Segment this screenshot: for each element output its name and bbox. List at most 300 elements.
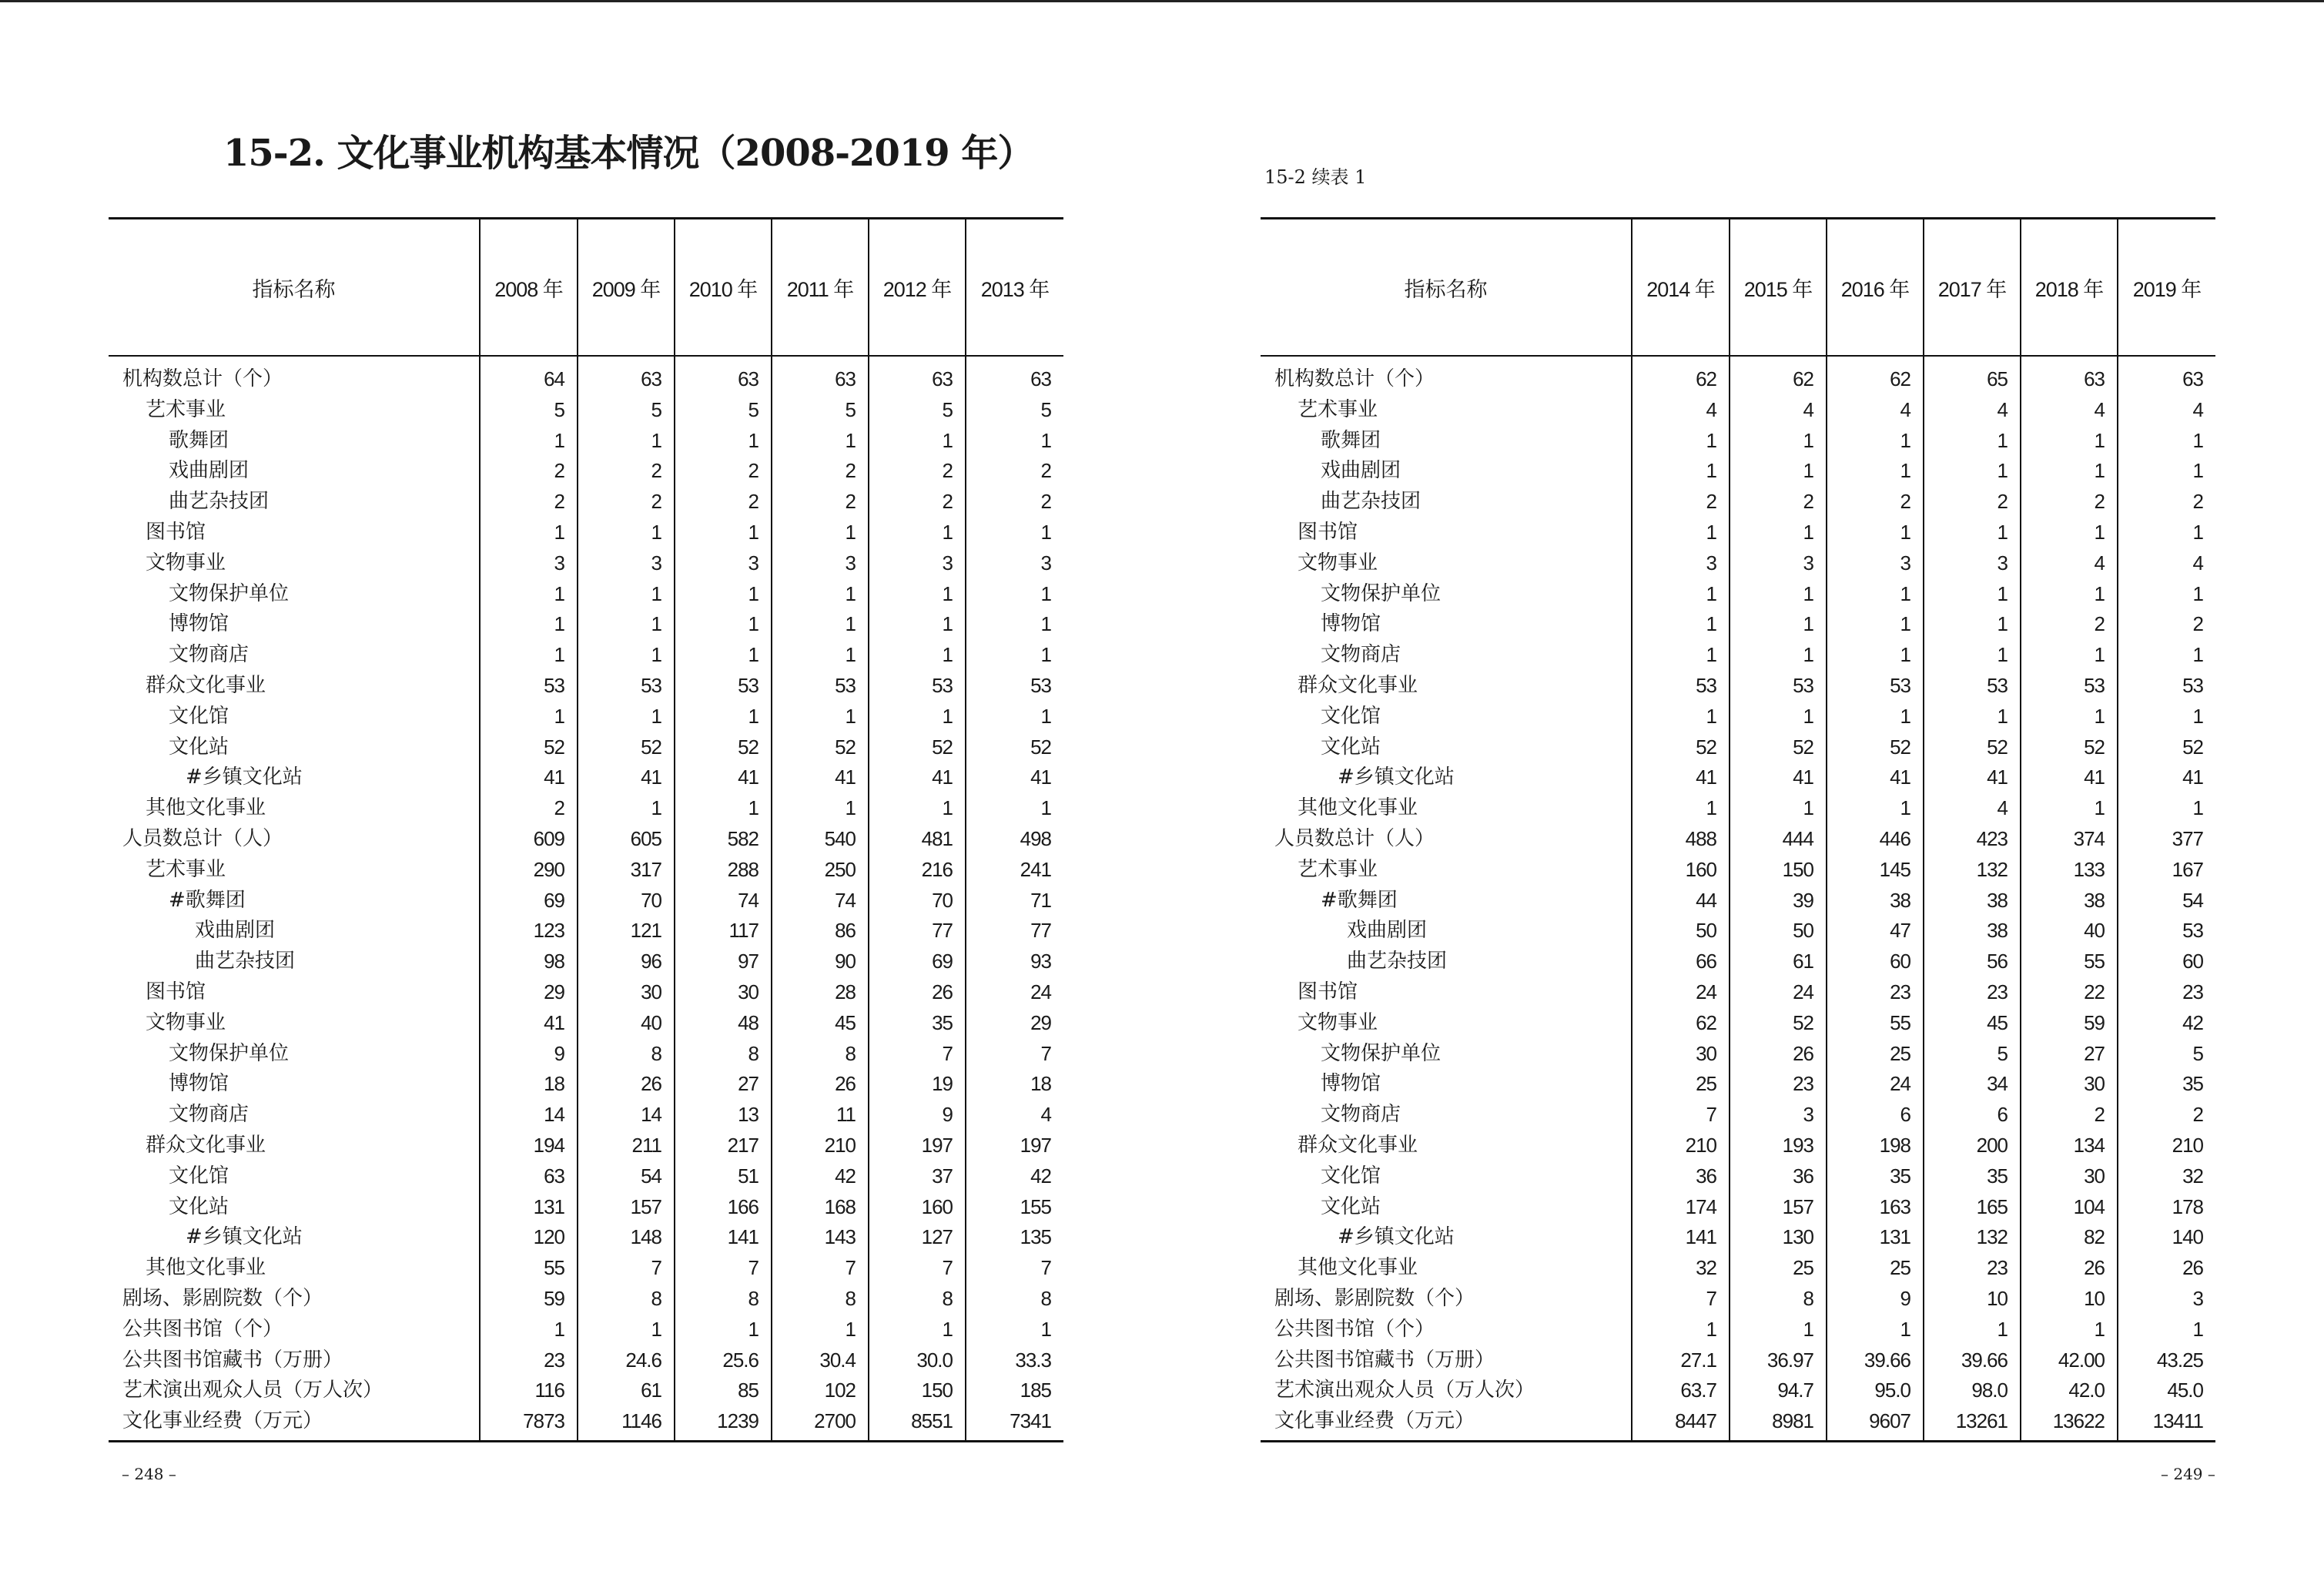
value-cell: 26	[578, 1069, 675, 1100]
value-cell: 377	[2118, 824, 2215, 855]
value-cell: 2	[675, 456, 772, 487]
value-cell: 143	[772, 1222, 869, 1253]
value-cell: 8	[578, 1039, 675, 1070]
value-cell: 1	[869, 579, 966, 610]
value-cell: 317	[578, 855, 675, 886]
table-row	[1261, 579, 2215, 610]
table-row	[1261, 1131, 2215, 1161]
row-label: 歌舞团	[169, 428, 229, 452]
value-cell: 1	[1827, 1315, 1924, 1345]
value-cell: 38	[1924, 886, 2021, 916]
row-label: 图书馆	[146, 980, 206, 1003]
value-cell: 41	[480, 1008, 578, 1039]
value-cell: 34	[1924, 1069, 2021, 1100]
value-cell: 43.25	[2118, 1345, 2215, 1376]
value-cell: 64	[480, 356, 578, 395]
value-cell: 198	[1827, 1131, 1924, 1161]
value-cell: 127	[869, 1222, 966, 1253]
value-cell: 8	[772, 1284, 869, 1315]
indicator-name-header: 指标名称	[1261, 219, 1632, 357]
value-cell: 3	[869, 548, 966, 579]
value-cell: 63.7	[1632, 1375, 1730, 1406]
value-cell: 1	[675, 518, 772, 548]
value-cell: 96	[578, 946, 675, 977]
value-cell: 24	[966, 977, 1063, 1008]
row-label: 群众文化事业	[1298, 673, 1418, 697]
value-cell: 488	[1632, 824, 1730, 855]
value-cell: 38	[2021, 886, 2118, 916]
row-label: 艺术演出观众人员（万人次）	[1274, 1379, 1535, 1402]
value-cell: 63	[869, 356, 966, 395]
table-row	[1261, 1375, 2215, 1406]
row-label: 剧场、影剧院数（个）	[1274, 1286, 1475, 1310]
value-cell: 50	[1632, 916, 1730, 946]
value-cell: 24	[1632, 977, 1730, 1008]
value-cell: 24	[1730, 977, 1827, 1008]
value-cell: 1	[675, 640, 772, 671]
value-cell: 1	[1730, 609, 1827, 640]
value-cell: 52	[578, 732, 675, 763]
value-cell: 4	[966, 1100, 1063, 1131]
value-cell: 3	[772, 548, 869, 579]
value-cell: 63	[2118, 356, 2215, 395]
value-cell: 3	[480, 548, 578, 579]
value-cell: 197	[869, 1131, 966, 1161]
value-cell: 18	[966, 1069, 1063, 1100]
value-cell: 140	[2118, 1222, 2215, 1253]
value-cell: 2	[966, 487, 1063, 518]
value-cell: 1	[772, 579, 869, 610]
value-cell: 7	[1632, 1284, 1730, 1315]
value-cell: 97	[675, 946, 772, 977]
table-row	[1261, 1008, 2215, 1039]
value-cell: 23	[1924, 1253, 2021, 1284]
row-label: #乡镇文化站	[1338, 766, 1455, 789]
value-cell: 374	[2021, 824, 2118, 855]
row-label: 公共图书馆（个）	[122, 1317, 283, 1341]
page-title: 15-2. 文化事业机构基本情况（2008-2019 年）	[223, 132, 1034, 175]
value-cell: 42	[772, 1161, 869, 1192]
row-label: 文化站	[169, 735, 229, 759]
value-cell: 41	[2118, 762, 2215, 793]
value-cell: 95.0	[1827, 1375, 1924, 1406]
value-cell: 7341	[966, 1406, 1063, 1441]
value-cell: 193	[1730, 1131, 1827, 1161]
value-cell: 7	[966, 1039, 1063, 1070]
value-cell: 1	[675, 609, 772, 640]
value-cell: 52	[480, 732, 578, 763]
value-cell: 2	[1827, 487, 1924, 518]
value-cell: 605	[578, 824, 675, 855]
value-cell: 1	[1827, 609, 1924, 640]
value-cell: 582	[675, 824, 772, 855]
value-cell: 1	[1924, 609, 2021, 640]
value-cell: 1	[869, 793, 966, 824]
row-label: 曲艺杂技团	[195, 950, 296, 973]
row-label: 艺术事业	[146, 397, 226, 421]
value-cell: 1	[869, 702, 966, 732]
value-cell: 24	[1827, 1069, 1924, 1100]
value-cell: 38	[1924, 916, 2021, 946]
value-cell: 41	[480, 762, 578, 793]
value-cell: 178	[2118, 1192, 2215, 1223]
table-row	[1261, 1039, 2215, 1070]
row-label: 机构数总计（个）	[122, 367, 283, 390]
value-cell: 1	[480, 702, 578, 732]
value-cell: 121	[578, 916, 675, 946]
value-cell: 53	[869, 671, 966, 702]
value-cell: 45	[772, 1008, 869, 1039]
row-label: 曲艺杂技团	[1347, 950, 1448, 973]
value-cell: 53	[2118, 916, 2215, 946]
value-cell: 26	[1730, 1039, 1827, 1070]
table-row	[1261, 1315, 2215, 1345]
value-cell: 1	[1827, 456, 1924, 487]
value-cell: 1	[578, 1315, 675, 1345]
table-row	[1261, 426, 2215, 457]
year-header: 2019 年	[2118, 219, 2215, 357]
value-cell: 53	[1924, 671, 2021, 702]
value-cell: 48	[675, 1008, 772, 1039]
value-cell: 52	[966, 732, 1063, 763]
value-cell: 2	[2118, 1100, 2215, 1131]
value-cell: 86	[772, 916, 869, 946]
table-row	[109, 1039, 1063, 1070]
row-label: #歌舞团	[169, 888, 246, 912]
value-cell: 30.4	[772, 1345, 869, 1376]
value-cell: 18	[480, 1069, 578, 1100]
value-cell: 24.6	[578, 1345, 675, 1376]
value-cell: 10	[1924, 1284, 2021, 1315]
value-cell: 25	[1827, 1039, 1924, 1070]
value-cell: 9607	[1827, 1406, 1924, 1441]
value-cell: 6	[1827, 1100, 1924, 1131]
value-cell: 1	[2021, 426, 2118, 457]
value-cell: 42.00	[2021, 1345, 2118, 1376]
value-cell: 444	[1730, 824, 1827, 855]
value-cell: 37	[869, 1161, 966, 1192]
value-cell: 93	[966, 946, 1063, 977]
value-cell: 131	[1827, 1222, 1924, 1253]
value-cell: 167	[2118, 855, 2215, 886]
table-row	[1261, 1161, 2215, 1192]
value-cell: 98	[480, 946, 578, 977]
value-cell: 4	[2021, 548, 2118, 579]
value-cell: 1	[578, 579, 675, 610]
value-cell: 53	[966, 671, 1063, 702]
value-cell: 1	[1730, 793, 1827, 824]
value-cell: 60	[1827, 946, 1924, 977]
value-cell: 3	[1730, 548, 1827, 579]
value-cell: 1	[966, 793, 1063, 824]
row-label: 图书馆	[1298, 980, 1358, 1003]
value-cell: 160	[869, 1192, 966, 1223]
row-label: 博物馆	[1321, 612, 1381, 636]
value-cell: 1	[1730, 1315, 1827, 1345]
row-label: 艺术事业	[146, 857, 226, 881]
table-row	[109, 886, 1063, 916]
row-label: 曲艺杂技团	[1321, 490, 1422, 514]
value-cell: 3	[1730, 1100, 1827, 1131]
value-cell: 1	[869, 609, 966, 640]
value-cell: 52	[2021, 732, 2118, 763]
value-cell: 14	[578, 1100, 675, 1131]
value-cell: 51	[675, 1161, 772, 1192]
row-label: 文物事业	[146, 1010, 226, 1034]
value-cell: 2700	[772, 1406, 869, 1441]
value-cell: 8	[675, 1039, 772, 1070]
row-label: 戏曲剧团	[1347, 919, 1428, 943]
value-cell: 148	[578, 1222, 675, 1253]
value-cell: 1	[480, 1315, 578, 1345]
row-label: 人员数总计（人）	[122, 826, 283, 850]
year-header: 2010 年	[675, 219, 772, 357]
table-row	[1261, 732, 2215, 763]
value-cell: 155	[966, 1192, 1063, 1223]
value-cell: 22	[2021, 977, 2118, 1008]
value-cell: 23	[480, 1345, 578, 1376]
table-row	[109, 1375, 1063, 1406]
row-label: 戏曲剧团	[195, 919, 276, 943]
value-cell: 1239	[675, 1406, 772, 1441]
table-row	[1261, 518, 2215, 548]
value-cell: 1	[2021, 518, 2118, 548]
table-row	[109, 1100, 1063, 1131]
value-cell: 1	[578, 793, 675, 824]
value-cell: 35	[869, 1008, 966, 1039]
row-label: 图书馆	[1298, 520, 1358, 544]
value-cell: 23	[1730, 1069, 1827, 1100]
value-cell: 2	[772, 456, 869, 487]
value-cell: 41	[1632, 762, 1730, 793]
value-cell: 1	[480, 518, 578, 548]
value-cell: 52	[1730, 1008, 1827, 1039]
table-row	[1261, 946, 2215, 977]
row-label: 文物事业	[1298, 551, 1378, 575]
value-cell: 1	[2118, 456, 2215, 487]
value-cell: 53	[480, 671, 578, 702]
value-cell: 41	[675, 762, 772, 793]
row-label: 文化馆	[1321, 1164, 1381, 1188]
value-cell: 1	[966, 609, 1063, 640]
value-cell: 1	[1924, 518, 2021, 548]
year-header: 2014 年	[1632, 219, 1730, 357]
value-cell: 45	[1924, 1008, 2021, 1039]
value-cell: 1	[2021, 1315, 2118, 1345]
value-cell: 2	[2021, 609, 2118, 640]
value-cell: 52	[1827, 732, 1924, 763]
row-label: 人员数总计（人）	[1274, 826, 1435, 850]
table-row	[109, 1008, 1063, 1039]
row-label: 博物馆	[169, 1072, 229, 1096]
value-cell: 7	[966, 1253, 1063, 1284]
value-cell: 8	[869, 1284, 966, 1315]
row-label: 艺术事业	[1298, 397, 1378, 421]
row-label: 歌舞团	[1321, 428, 1381, 452]
value-cell: 70	[578, 886, 675, 916]
row-label: 文化站	[1321, 1194, 1381, 1218]
value-cell: 145	[1827, 855, 1924, 886]
value-cell: 166	[675, 1192, 772, 1223]
value-cell: 481	[869, 824, 966, 855]
table-row	[109, 1131, 1063, 1161]
value-cell: 25.6	[675, 1345, 772, 1376]
value-cell: 40	[2021, 916, 2118, 946]
value-cell: 40	[578, 1008, 675, 1039]
value-cell: 62	[1632, 1008, 1730, 1039]
value-cell: 13622	[2021, 1406, 2118, 1441]
row-label: 曲艺杂技团	[169, 490, 270, 514]
value-cell: 65	[1924, 356, 2021, 395]
value-cell: 42	[2118, 1008, 2215, 1039]
value-cell: 77	[869, 916, 966, 946]
value-cell: 52	[1924, 732, 2021, 763]
value-cell: 27.1	[1632, 1345, 1730, 1376]
value-cell: 63	[675, 356, 772, 395]
value-cell: 23	[2118, 977, 2215, 1008]
value-cell: 1	[1730, 426, 1827, 457]
row-label: #歌舞团	[1321, 888, 1398, 912]
value-cell: 132	[1924, 1222, 2021, 1253]
value-cell: 1	[1827, 640, 1924, 671]
row-label: 图书馆	[146, 520, 206, 544]
value-cell: 1	[1827, 793, 1924, 824]
value-cell: 446	[1827, 824, 1924, 855]
value-cell: 3	[1924, 548, 2021, 579]
value-cell: 1	[2118, 702, 2215, 732]
value-cell: 26	[2118, 1253, 2215, 1284]
table-row	[109, 732, 1063, 763]
table-row	[1261, 356, 2215, 395]
value-cell: 74	[675, 886, 772, 916]
value-cell: 59	[2021, 1008, 2118, 1039]
value-cell: 1	[1730, 579, 1827, 610]
row-label: 文物保护单位	[169, 1041, 290, 1065]
value-cell: 63	[966, 356, 1063, 395]
value-cell: 61	[1730, 946, 1827, 977]
row-label: 文化事业经费（万元）	[122, 1409, 323, 1433]
value-cell: 41	[869, 762, 966, 793]
value-cell: 13411	[2118, 1406, 2215, 1441]
value-cell: 33.3	[966, 1345, 1063, 1376]
value-cell: 55	[2021, 946, 2118, 977]
value-cell: 2	[869, 487, 966, 518]
value-cell: 52	[1730, 732, 1827, 763]
value-cell: 1	[1730, 518, 1827, 548]
value-cell: 1	[480, 640, 578, 671]
value-cell: 2	[578, 487, 675, 518]
value-cell: 14	[480, 1100, 578, 1131]
table-row	[109, 1406, 1063, 1441]
value-cell: 135	[966, 1222, 1063, 1253]
value-cell: 5	[1924, 1039, 2021, 1070]
table-row	[109, 946, 1063, 977]
row-label: #乡镇文化站	[186, 766, 303, 789]
table-row	[109, 1253, 1063, 1284]
value-cell: 168	[772, 1192, 869, 1223]
value-cell: 2	[480, 456, 578, 487]
value-cell: 1	[1924, 1315, 2021, 1345]
table-row	[109, 1192, 1063, 1223]
table-row	[109, 1222, 1063, 1253]
value-cell: 60	[2118, 946, 2215, 977]
value-cell: 52	[2118, 732, 2215, 763]
value-cell: 8447	[1632, 1406, 1730, 1441]
year-header: 2018 年	[2021, 219, 2118, 357]
value-cell: 66	[1632, 946, 1730, 977]
value-cell: 1	[1924, 456, 2021, 487]
value-cell: 8	[772, 1039, 869, 1070]
value-cell: 1	[480, 426, 578, 457]
value-cell: 32	[2118, 1161, 2215, 1192]
value-cell: 7	[1632, 1100, 1730, 1131]
value-cell: 62	[1827, 356, 1924, 395]
row-label: 群众文化事业	[146, 1133, 266, 1157]
value-cell: 30.0	[869, 1345, 966, 1376]
value-cell: 160	[1632, 855, 1730, 886]
table-row	[1261, 916, 2215, 946]
value-cell: 185	[966, 1375, 1063, 1406]
value-cell: 290	[480, 855, 578, 886]
value-cell: 1	[869, 518, 966, 548]
value-cell: 1	[578, 702, 675, 732]
table-row	[109, 548, 1063, 579]
value-cell: 1	[480, 609, 578, 640]
table-row	[1261, 487, 2215, 518]
value-cell: 141	[1632, 1222, 1730, 1253]
value-cell: 1	[966, 426, 1063, 457]
value-cell: 8	[1730, 1284, 1827, 1315]
row-label: 文化事业经费（万元）	[1274, 1409, 1475, 1433]
value-cell: 2	[869, 456, 966, 487]
value-cell: 216	[869, 855, 966, 886]
value-cell: 1	[2021, 793, 2118, 824]
year-header: 2013 年	[966, 219, 1063, 357]
value-cell: 4	[1924, 793, 2021, 824]
value-cell: 69	[869, 946, 966, 977]
row-label: 文化站	[1321, 735, 1381, 759]
value-cell: 85	[675, 1375, 772, 1406]
value-cell: 200	[1924, 1131, 2021, 1161]
row-label: 公共图书馆藏书（万册）	[122, 1348, 343, 1372]
table-row	[109, 824, 1063, 855]
value-cell: 1	[578, 640, 675, 671]
value-cell: 55	[480, 1253, 578, 1284]
table-row	[1261, 1406, 2215, 1441]
value-cell: 35	[1924, 1161, 2021, 1192]
value-cell: 11	[772, 1100, 869, 1131]
value-cell: 9	[480, 1039, 578, 1070]
value-cell: 6	[1924, 1100, 2021, 1131]
value-cell: 59	[480, 1284, 578, 1315]
value-cell: 1	[2021, 579, 2118, 610]
table-row	[109, 579, 1063, 610]
value-cell: 120	[480, 1222, 578, 1253]
value-cell: 5	[772, 395, 869, 426]
value-cell: 1	[480, 579, 578, 610]
value-cell: 1	[1632, 609, 1730, 640]
table-header-row	[1261, 219, 2215, 357]
value-cell: 2	[1632, 487, 1730, 518]
year-header: 2011 年	[772, 219, 869, 357]
value-cell: 150	[1730, 855, 1827, 886]
value-cell: 53	[578, 671, 675, 702]
value-cell: 2	[2118, 609, 2215, 640]
value-cell: 19	[869, 1069, 966, 1100]
table-row	[109, 1161, 1063, 1192]
value-cell: 30	[2021, 1069, 2118, 1100]
value-cell: 1	[675, 793, 772, 824]
